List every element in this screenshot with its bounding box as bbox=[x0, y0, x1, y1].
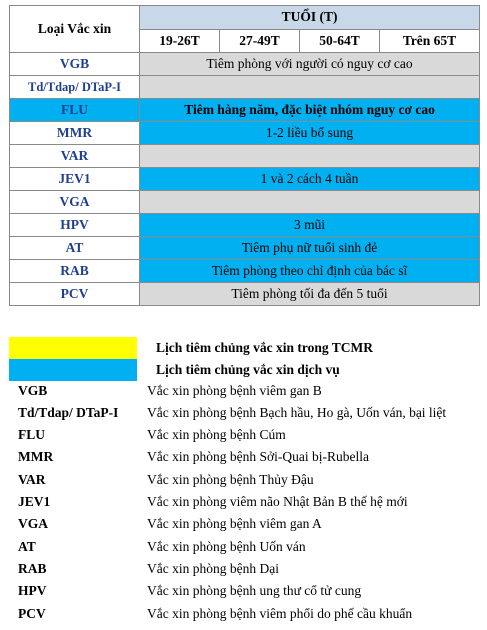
key-desc: Vắc xin phòng bệnh Uốn ván bbox=[147, 539, 306, 554]
key-desc: Vắc xin phòng viêm não Nhật Bản B thế hệ mới bbox=[147, 494, 408, 509]
service-label: Lịch tiêm chủng vắc xin dịch vụ bbox=[156, 362, 340, 377]
schedule-cell: 3 mũi bbox=[140, 214, 480, 237]
key-abbr: VAR bbox=[18, 472, 46, 487]
key-desc: Vắc xin phòng bệnh Cúm bbox=[147, 427, 286, 442]
key-abbr: PCV bbox=[18, 606, 46, 621]
table-row bbox=[10, 99, 480, 122]
schedule-cell: Tiêm phòng tối đa đến 5 tuổi bbox=[140, 283, 480, 306]
vaccine-name: AT bbox=[10, 237, 140, 260]
key-desc: Vắc xin phòng bệnh ung thư cổ tử cung bbox=[147, 583, 362, 598]
key-abbr: VGA bbox=[18, 516, 48, 531]
key-desc: Vắc xin phòng bệnh Sởi-Quai bị-Rubella bbox=[147, 449, 369, 464]
vaccine-name: MMR bbox=[10, 122, 140, 145]
vaccine-name: VAR bbox=[10, 145, 140, 168]
vaccine-name: FLU bbox=[10, 99, 140, 122]
key-desc: Vắc xin phòng bệnh Dại bbox=[147, 561, 279, 576]
age-group-50-64: 50-64T bbox=[300, 29, 380, 53]
age-header: TUỔI (T) bbox=[140, 6, 480, 30]
tcmr-label: Lịch tiêm chủng vắc xin trong TCMR bbox=[156, 340, 374, 355]
table-row bbox=[10, 53, 480, 76]
table-row bbox=[10, 168, 480, 191]
key-abbr: JEV1 bbox=[18, 494, 51, 509]
vaccine-schedule-table bbox=[9, 5, 480, 306]
vaccine-name: VGA bbox=[10, 191, 140, 214]
table-row bbox=[10, 260, 480, 283]
schedule-cell: Tiêm phòng với người có nguy cơ cao bbox=[140, 53, 480, 76]
age-group-19-26: 19-26T bbox=[140, 29, 220, 53]
vaccine-type-header: Loại Vắc xin bbox=[10, 6, 140, 53]
table-row bbox=[10, 214, 480, 237]
vaccine-name: PCV bbox=[10, 283, 140, 306]
schedule-cell bbox=[140, 191, 480, 214]
key-desc: Vắc xin phòng bệnh Thủy Đậu bbox=[147, 472, 314, 487]
schedule-cell: 1 và 2 cách 4 tuần bbox=[140, 168, 480, 191]
service-swatch bbox=[9, 359, 137, 381]
vaccine-name: RAB bbox=[10, 260, 140, 283]
vaccine-name: JEV1 bbox=[10, 168, 140, 191]
age-group-27-49: 27-49T bbox=[220, 29, 300, 53]
table-row bbox=[10, 237, 480, 260]
schedule-cell: Tiêm phụ nữ tuổi sinh đẻ bbox=[140, 237, 480, 260]
vaccine-name: VGB bbox=[10, 53, 140, 76]
key-desc: Vắc xin phòng bệnh viêm gan A bbox=[147, 516, 322, 531]
tcmr-swatch bbox=[9, 337, 137, 359]
table-row bbox=[10, 122, 480, 145]
age-group-65-plus: Trên 65T bbox=[380, 29, 480, 53]
vaccine-name: Td/Tdap/ DTaP-I bbox=[10, 76, 140, 99]
key-desc: Vắc xin phòng bệnh viêm phổi do phế cầu khuẩn bbox=[147, 606, 413, 621]
key-abbr: FLU bbox=[18, 427, 45, 442]
key-desc: Vắc xin phòng bệnh viêm gan B bbox=[147, 383, 322, 398]
vaccine-name: HPV bbox=[10, 214, 140, 237]
schedule-cell: Tiêm phòng theo chỉ định của bác sĩ bbox=[140, 260, 480, 283]
table-row bbox=[10, 145, 480, 168]
table-row bbox=[10, 76, 480, 99]
table-row bbox=[10, 191, 480, 214]
key-desc: Vắc xin phòng bệnh Bạch hầu, Ho gà, Uốn ván, bại liệt bbox=[147, 405, 447, 420]
key-abbr: AT bbox=[18, 539, 36, 554]
key-abbr: Td/Tdap/ DTaP-I bbox=[18, 405, 119, 420]
key-abbr: MMR bbox=[18, 449, 54, 464]
schedule-cell: Tiêm hàng năm, đặc biệt nhóm nguy cơ cao bbox=[140, 99, 480, 122]
schedule-cell bbox=[140, 145, 480, 168]
key-abbr: RAB bbox=[18, 561, 47, 576]
key-abbr: VGB bbox=[18, 383, 48, 398]
schedule-cell bbox=[140, 76, 480, 99]
schedule-cell: 1-2 liều bổ sung bbox=[140, 122, 480, 145]
key-abbr: HPV bbox=[18, 583, 47, 598]
table-row bbox=[10, 283, 480, 306]
